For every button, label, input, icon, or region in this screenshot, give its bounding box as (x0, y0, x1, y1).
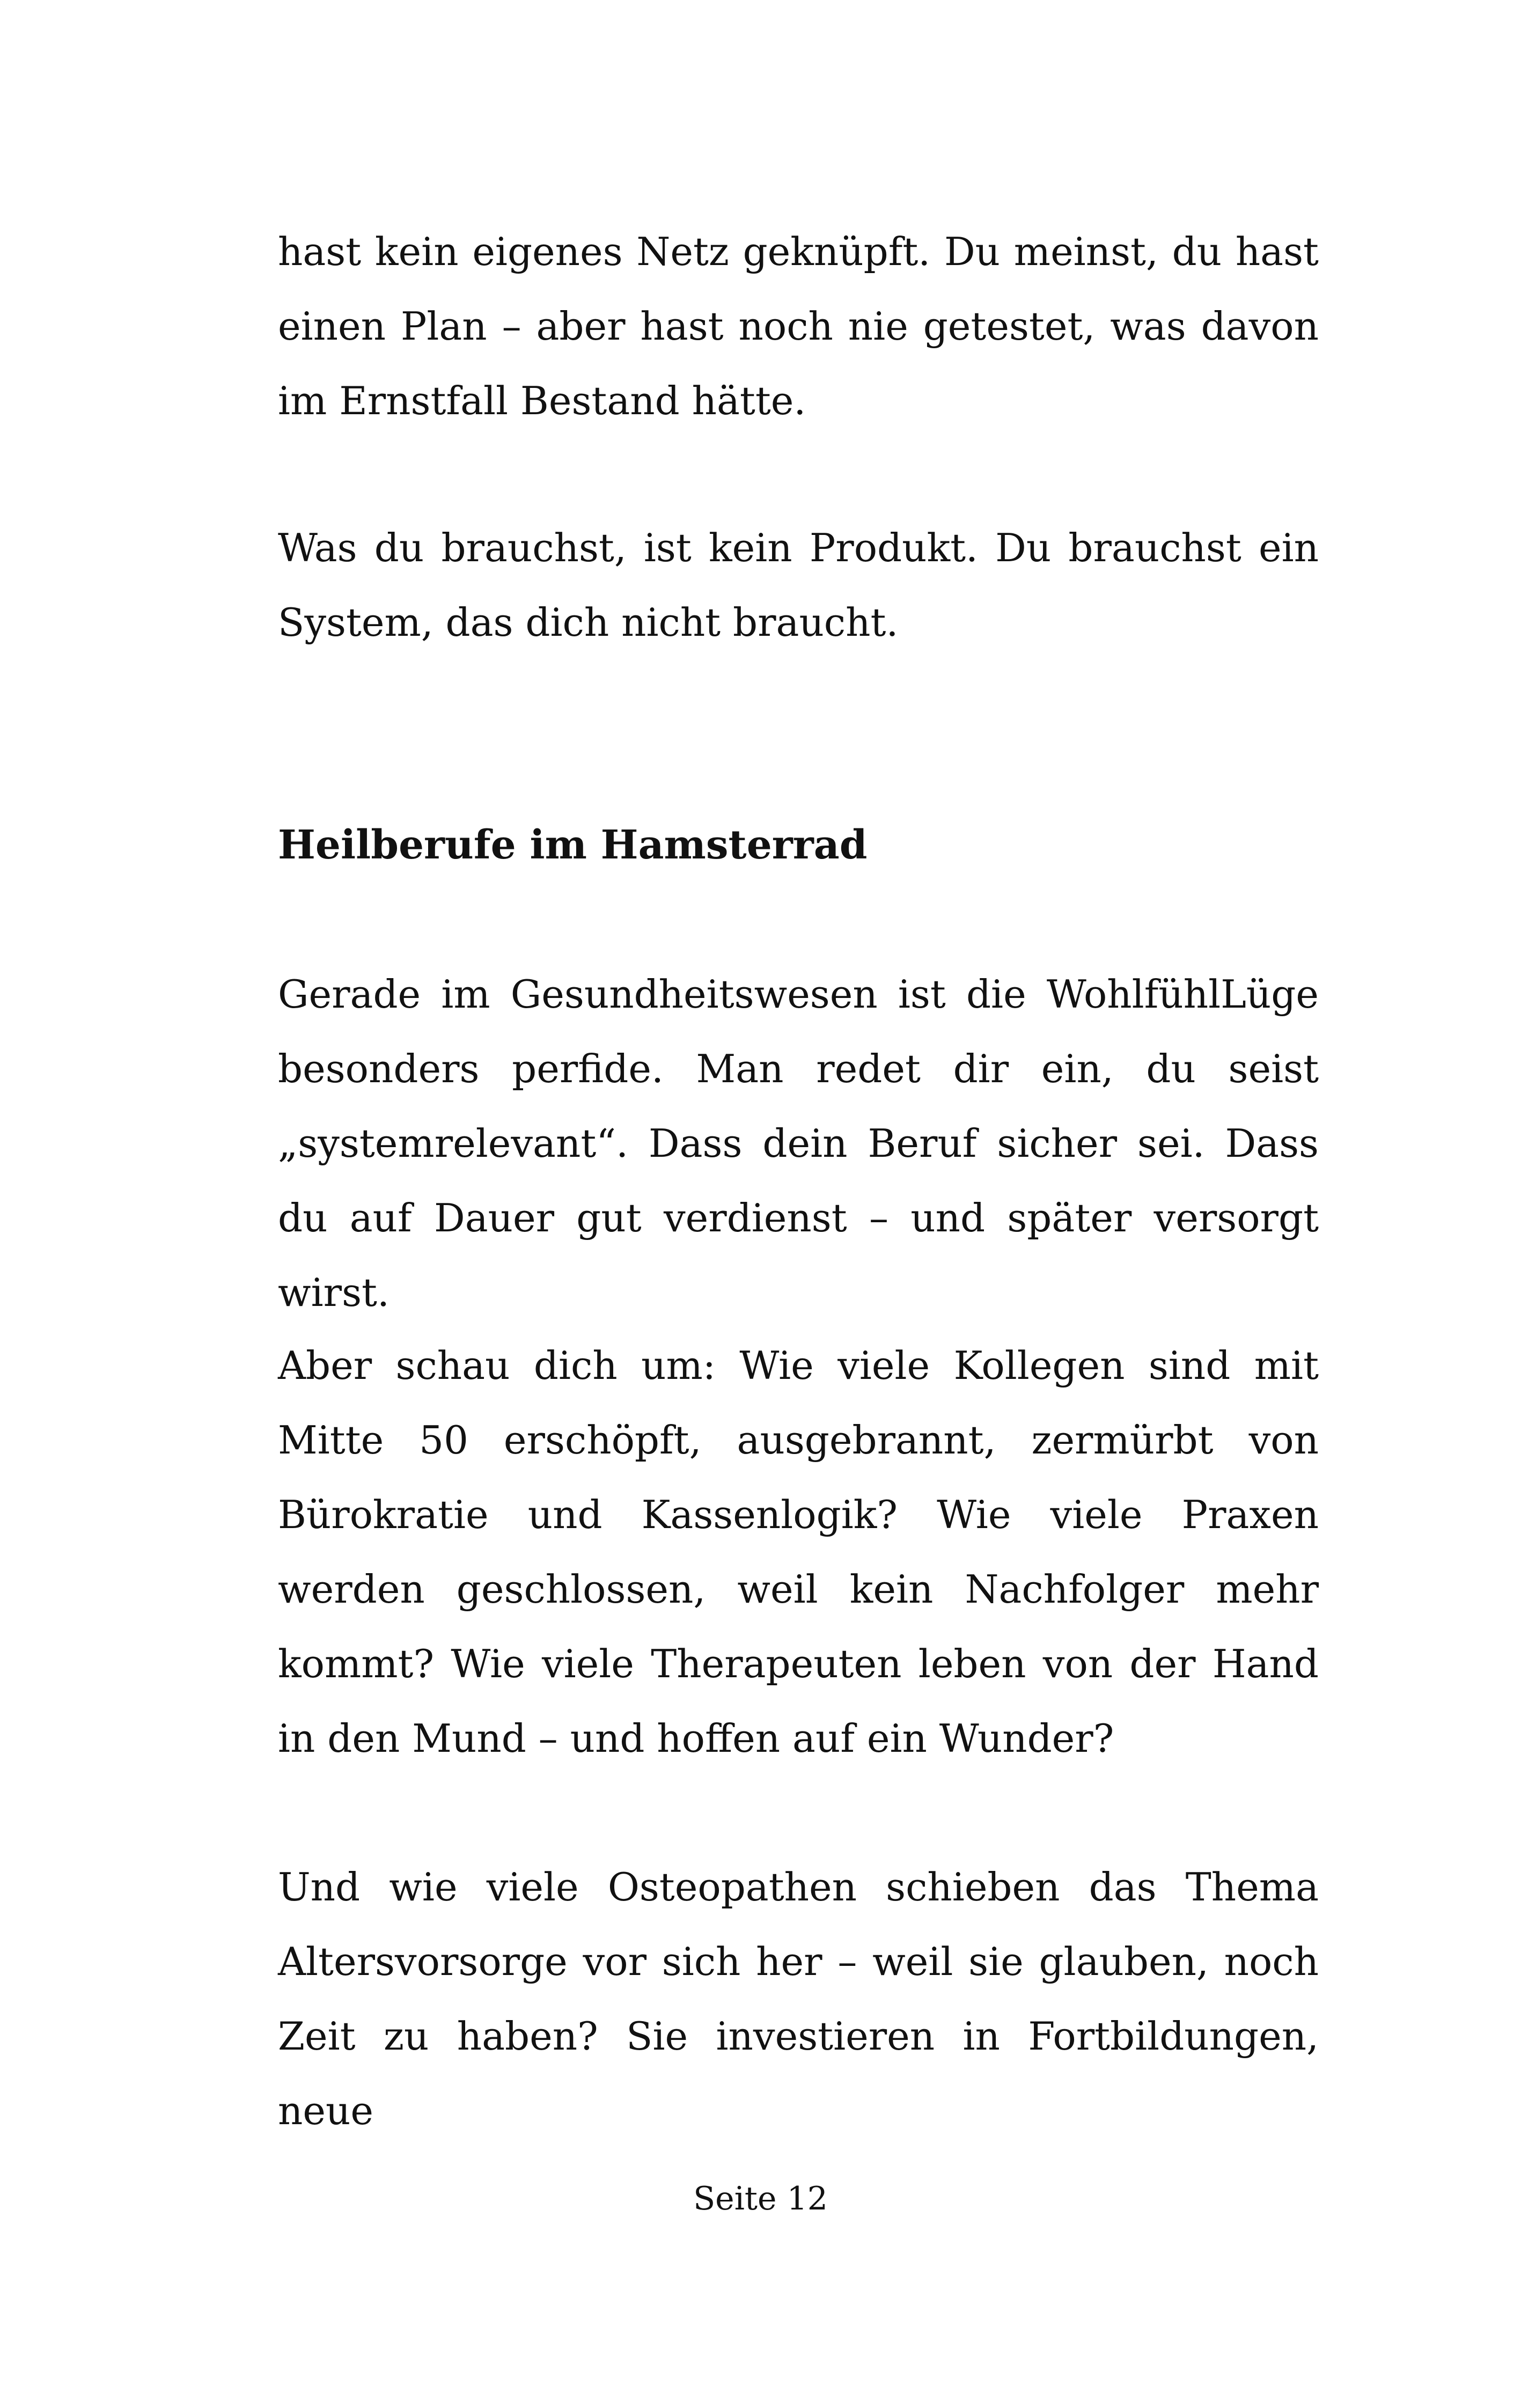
section-heading: Heilberufe im Hamsterrad (278, 822, 868, 868)
page-number: Seite 12 (693, 2180, 828, 2218)
paragraph-1: hast kein eigenes Netz geknüpft. Du meinst, du hast einen Plan – aber hast noch nie getestet, was davon im Ernstfall Bestand hätte. (278, 229, 1319, 423)
section-paragraph-3: Und wie viele Osteopathen schieben das Thema Altersvorsorge vor sich her – weil sie glauben, noch Zeit zu haben? Sie investieren in Fortbildungen, neue (278, 1864, 1319, 2133)
paragraph-2: Was du brauchst, ist kein Produkt. Du brauchst ein System, das dich nicht braucht. (278, 525, 1319, 645)
section-paragraph-2: Aber schau dich um: Wie viele Kollegen sind mit Mitte 50 erschöpft, ausgebrannt, zermürbt von Bürokratie und Kassenlogik? Wie viele Praxen werden geschlossen, weil kein Nachfolger mehr kommt? Wie viele Therapeuten leben von der Hand in den Mund – und hoffen auf ein Wunder? (278, 1343, 1319, 1761)
section-paragraph-1: Gerade im Gesundheitswesen ist die WohlfühlLüge besonders perfide. Man redet dir ein, du seist „systemrelevant“. Dass dein Beruf sicher sei. Dass du auf Dauer gut verdienst – und später versorgt wirst. (278, 972, 1319, 1315)
